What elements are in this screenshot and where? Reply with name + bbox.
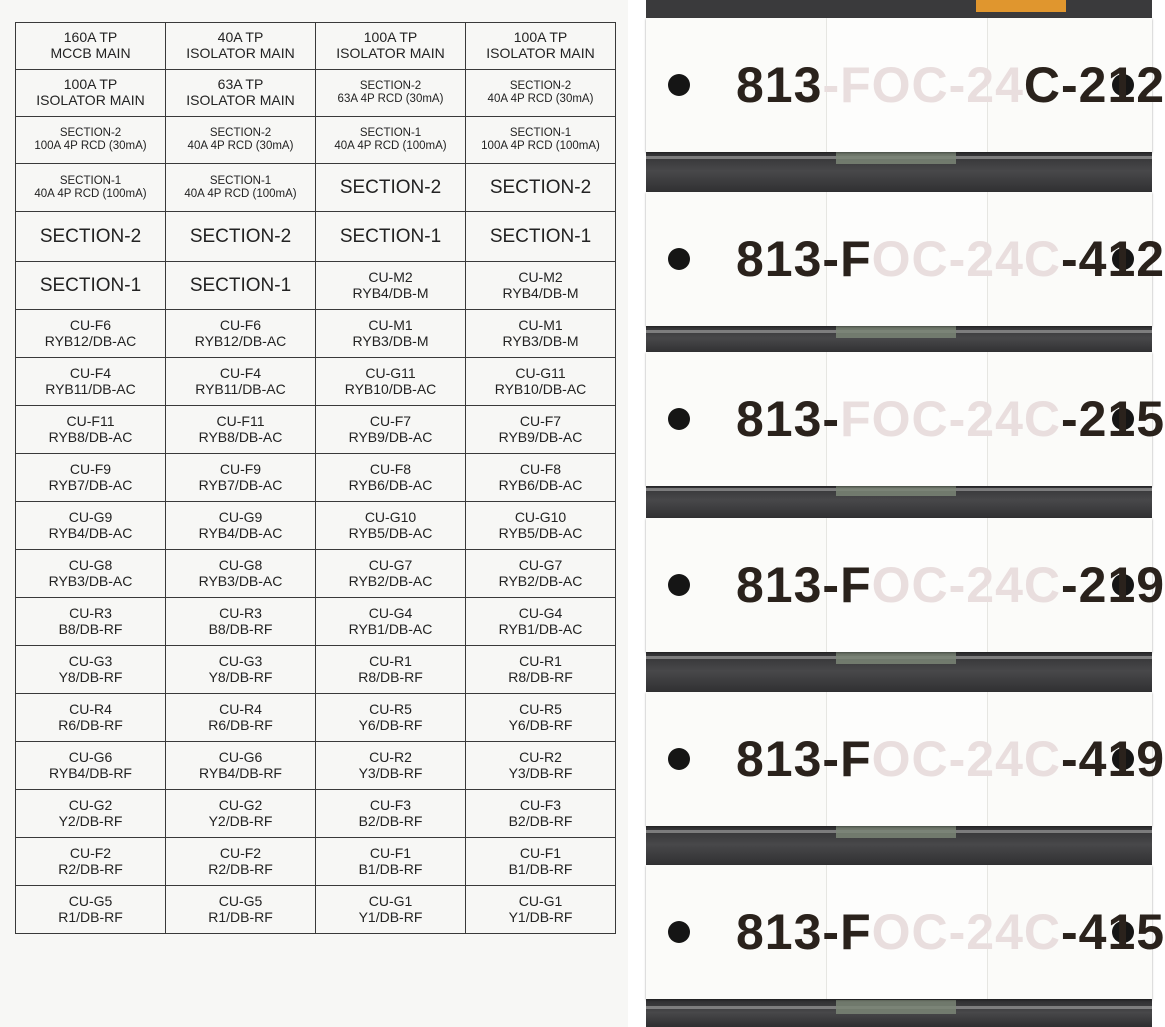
label-text: RYB10/DB-AC: [494, 380, 587, 397]
label-table: [15, 22, 616, 934]
label-text: CU-G3: [218, 652, 263, 669]
label-cell: [466, 23, 616, 70]
mounting-hole-icon: [668, 574, 690, 596]
label-cell: [166, 164, 316, 212]
label-text: CU-R3: [69, 604, 112, 621]
label-cell: [466, 262, 616, 310]
label-text: SECTION-2: [359, 80, 422, 93]
label-cell: [16, 454, 166, 502]
label-text: RYB3/DB-AC: [48, 572, 133, 589]
tag-code-part: FOC-24C: [840, 391, 1061, 447]
label-text: ISOLATOR MAIN: [36, 92, 145, 108]
label-text: RYB3/DB-M: [352, 332, 429, 349]
label-cell: [316, 117, 466, 164]
tape-strap: [836, 150, 956, 164]
label-cell: [466, 212, 616, 262]
label-text: R8/DB-RF: [358, 668, 423, 685]
label-text: R8/DB-RF: [508, 668, 573, 685]
label-text: RYB4/DB-RF: [199, 764, 282, 781]
label-text: CU-F8: [369, 460, 412, 477]
label-text: R6/DB-RF: [208, 716, 273, 733]
label-row: [16, 742, 616, 790]
label-text: CU-F4: [69, 364, 112, 381]
label-text: B2/DB-RF: [358, 812, 423, 829]
label-text: CU-R1: [519, 652, 562, 669]
label-text: RYB12/DB-AC: [194, 332, 287, 349]
label-text: RYB4/DB-AC: [48, 524, 133, 541]
engraved-tag: [646, 18, 1165, 152]
label-text: CU-G5: [218, 892, 263, 909]
label-text: RYB11/DB-AC: [195, 380, 286, 397]
mounting-hole-icon: [668, 748, 690, 770]
label-cell: [466, 406, 616, 454]
label-text: CU-F7: [519, 412, 562, 429]
label-text: R1/DB-RF: [208, 908, 273, 925]
label-cell: [166, 70, 316, 117]
label-text: SECTION-2: [39, 225, 142, 247]
label-text: 63A TP: [217, 76, 264, 93]
tag-code-part: OC-24C: [871, 731, 1061, 787]
label-cell: [466, 694, 616, 742]
label-text: Y3/DB-RF: [508, 764, 573, 781]
label-text: CU-F4: [219, 364, 262, 381]
label-cell: [166, 790, 316, 838]
tag-code-part: -415: [1061, 904, 1165, 960]
label-text: CU-G7: [368, 556, 413, 573]
label-cell: [166, 646, 316, 694]
label-text: CU-G8: [68, 556, 113, 573]
label-cell: [166, 310, 316, 358]
label-row: [16, 262, 616, 310]
label-cell: [316, 790, 466, 838]
label-cell: [16, 117, 166, 164]
label-cell: [316, 358, 466, 406]
label-cell: [466, 164, 616, 212]
label-cell: [316, 212, 466, 262]
label-text: Y8/DB-RF: [208, 668, 273, 685]
label-text: CU-R2: [519, 748, 562, 765]
tag-code-part: 813-F: [736, 904, 872, 960]
tape-strap: [836, 650, 956, 664]
label-row: [16, 310, 616, 358]
label-text: RYB11/DB-AC: [45, 380, 136, 397]
label-text: SECTION-1: [209, 174, 272, 187]
label-text: CU-F11: [66, 412, 115, 429]
label-cell: [166, 742, 316, 790]
label-text: CU-M2: [368, 268, 413, 285]
label-text: CU-F3: [519, 796, 562, 813]
label-text: RYB4/DB-AC: [198, 524, 283, 541]
label-row: [16, 454, 616, 502]
label-text: SECTION-1: [489, 225, 592, 247]
label-text: R2/DB-RF: [58, 860, 123, 877]
label-text: CU-G6: [218, 748, 263, 765]
label-row: [16, 358, 616, 406]
label-text: RYB10/DB-AC: [344, 380, 437, 397]
label-text: CU-R3: [219, 604, 262, 621]
label-row: [16, 502, 616, 550]
label-text: RYB3/DB-M: [502, 332, 579, 349]
label-text: ISOLATOR MAIN: [486, 45, 595, 61]
label-text: CU-G10: [514, 508, 567, 525]
label-text: CU-R2: [369, 748, 412, 765]
mounting-hole-icon: [668, 248, 690, 270]
label-text: CU-G10: [364, 508, 417, 525]
label-cell: [16, 742, 166, 790]
tag-code: [736, 903, 1165, 961]
label-cell: [316, 502, 466, 550]
label-text: CU-F11: [216, 412, 265, 429]
label-text: 40A 4P RCD (100mA): [34, 187, 147, 200]
label-cell: [166, 23, 316, 70]
label-text: CU-G4: [518, 604, 563, 621]
tape-strap: [836, 824, 956, 838]
label-cell: [466, 550, 616, 598]
label-cell: [166, 886, 316, 934]
label-text: CU-F3: [369, 796, 412, 813]
label-cell: [16, 262, 166, 310]
label-cell: [316, 694, 466, 742]
label-text: RYB5/DB-AC: [498, 524, 583, 541]
label-text: 63A 4P RCD (30mA): [337, 93, 444, 105]
label-text: CU-F9: [219, 460, 262, 477]
label-text: RYB4/DB-M: [352, 284, 429, 301]
tag-code-part: -215: [1061, 391, 1165, 447]
label-text: SECTION-1: [339, 225, 442, 247]
tag-code: [736, 390, 1165, 448]
tag-code: [736, 230, 1165, 288]
label-text: 40A 4P RCD (100mA): [184, 187, 297, 200]
label-text: B8/DB-RF: [58, 620, 123, 637]
label-cell: [316, 406, 466, 454]
label-cell: [166, 406, 316, 454]
mounting-hole-icon: [668, 921, 690, 943]
label-text: ISOLATOR MAIN: [186, 92, 295, 108]
label-row: [16, 694, 616, 742]
label-text: RYB1/DB-AC: [348, 620, 433, 637]
label-text: CU-M1: [368, 316, 413, 333]
label-cell: [16, 790, 166, 838]
label-text: R2/DB-RF: [208, 860, 273, 877]
tag-code-part: 813-: [736, 391, 841, 447]
label-text: RYB7/DB-AC: [198, 476, 283, 493]
label-cell: [316, 262, 466, 310]
label-cell: [16, 23, 166, 70]
label-text: ISOLATOR MAIN: [186, 45, 295, 61]
label-cell: [166, 598, 316, 646]
label-text: R6/DB-RF: [58, 716, 123, 733]
label-text: CU-G7: [518, 556, 563, 573]
label-cell: [16, 358, 166, 406]
label-text: SECTION-2: [189, 225, 292, 247]
label-text: B2/DB-RF: [508, 812, 573, 829]
label-text: CU-G9: [218, 508, 263, 525]
label-text: SECTION-2: [339, 176, 442, 198]
label-text: RYB2/DB-AC: [348, 572, 433, 589]
label-row: [16, 646, 616, 694]
label-cell: [316, 838, 466, 886]
label-row: [16, 406, 616, 454]
label-cell: [466, 358, 616, 406]
label-text: RYB4/DB-M: [502, 284, 579, 301]
label-text: RYB4/DB-RF: [49, 764, 132, 781]
label-row: [16, 790, 616, 838]
label-text: Y2/DB-RF: [208, 812, 273, 829]
label-text: SECTION-1: [509, 127, 572, 140]
label-text: SECTION-1: [189, 274, 292, 296]
label-text: RYB12/DB-AC: [44, 332, 137, 349]
label-text: RYB5/DB-AC: [348, 524, 433, 541]
label-cell: [16, 886, 166, 934]
label-text: 100A 4P RCD (30mA): [34, 140, 147, 152]
label-text: 40A 4P RCD (30mA): [187, 140, 294, 152]
tag-code-part: OC-24C: [871, 904, 1061, 960]
label-text: 40A 4P RCD (30mA): [487, 93, 594, 105]
label-text: B1/DB-RF: [358, 860, 423, 877]
label-text: R1/DB-RF: [58, 908, 123, 925]
tag-code-part: 813-F: [736, 231, 872, 287]
label-text: 100A 4P RCD (100mA): [481, 140, 600, 152]
label-text: CU-F1: [519, 844, 562, 861]
label-text: Y2/DB-RF: [58, 812, 123, 829]
label-text: CU-F2: [219, 844, 262, 861]
label-text: CU-G5: [68, 892, 113, 909]
label-text: CU-F7: [369, 412, 412, 429]
tag-code-part: C-212: [1023, 57, 1165, 113]
tape-strap: [836, 324, 956, 338]
label-row: [16, 164, 616, 212]
label-cell: [166, 502, 316, 550]
label-cell: [16, 598, 166, 646]
label-text: Y8/DB-RF: [58, 668, 123, 685]
label-cell: [166, 262, 316, 310]
label-row: [16, 886, 616, 934]
tag-code: [736, 730, 1165, 788]
label-cell: [166, 550, 316, 598]
label-text: Y6/DB-RF: [358, 716, 423, 733]
engraved-tag: [646, 352, 1165, 486]
label-cell: [316, 454, 466, 502]
label-text: CU-F8: [519, 460, 562, 477]
label-cell: [466, 454, 616, 502]
label-cell: [16, 310, 166, 358]
label-row: [16, 23, 616, 70]
tag-code: [736, 56, 1165, 114]
label-cell: [466, 117, 616, 164]
tag-code-part: -419: [1061, 731, 1165, 787]
label-text: RYB1/DB-AC: [498, 620, 583, 637]
label-text: 100A TP: [513, 29, 568, 46]
label-cell: [316, 646, 466, 694]
label-text: CU-M2: [518, 268, 563, 285]
label-text: B1/DB-RF: [508, 860, 573, 877]
engraved-tag: [646, 192, 1165, 326]
label-text: RYB6/DB-AC: [498, 476, 583, 493]
label-row: [16, 598, 616, 646]
label-cell: [316, 550, 466, 598]
label-text: SECTION-2: [59, 127, 122, 140]
label-text: RYB2/DB-AC: [498, 572, 583, 589]
engraved-tag: [646, 518, 1165, 652]
label-text: MCCB MAIN: [50, 45, 131, 61]
label-cell: [166, 838, 316, 886]
label-cell: [16, 406, 166, 454]
label-cell: [316, 70, 466, 117]
tag-code-part: 813-F: [736, 557, 872, 613]
tag-code-part: OC-24C: [871, 231, 1061, 287]
label-text: CU-R4: [219, 700, 262, 717]
orange-strip: [976, 0, 1066, 12]
label-text: CU-G11: [365, 364, 416, 381]
label-cell: [316, 164, 466, 212]
label-text: Y6/DB-RF: [508, 716, 573, 733]
label-cell: [466, 742, 616, 790]
label-text: RYB8/DB-AC: [198, 428, 283, 445]
label-text: CU-G1: [368, 892, 413, 909]
label-text: RYB3/DB-AC: [198, 572, 283, 589]
tape-strap: [836, 1000, 956, 1014]
label-text: Y1/DB-RF: [358, 908, 423, 925]
label-text: B8/DB-RF: [208, 620, 273, 637]
label-cell: [316, 598, 466, 646]
label-text: 40A 4P RCD (100mA): [334, 140, 447, 152]
label-text: RYB9/DB-AC: [498, 428, 583, 445]
label-text: CU-F2: [69, 844, 112, 861]
label-cell: [166, 212, 316, 262]
tag-code-part: -219: [1061, 557, 1165, 613]
label-row: [16, 117, 616, 164]
label-cell: [466, 502, 616, 550]
label-text: CU-G1: [518, 892, 563, 909]
label-row: [16, 70, 616, 117]
label-text: CU-F6: [69, 316, 112, 333]
engraved-tag: [646, 865, 1165, 999]
label-text: 100A TP: [63, 76, 118, 93]
tag-code: [736, 556, 1165, 614]
label-cell: [316, 742, 466, 790]
label-text: 160A TP: [63, 29, 118, 46]
label-text: CU-G6: [68, 748, 113, 765]
label-text: RYB8/DB-AC: [48, 428, 133, 445]
label-row: [16, 838, 616, 886]
label-cell: [466, 70, 616, 117]
label-cell: [16, 70, 166, 117]
label-cell: [16, 212, 166, 262]
label-text: SECTION-2: [509, 80, 572, 93]
label-text: 100A TP: [363, 29, 418, 46]
label-cell: [16, 838, 166, 886]
label-text: Y1/DB-RF: [508, 908, 573, 925]
label-text: SECTION-2: [489, 176, 592, 198]
label-text: ISOLATOR MAIN: [336, 45, 445, 61]
label-text: 40A TP: [217, 29, 264, 46]
label-text: SECTION-1: [39, 274, 142, 296]
label-text: RYB6/DB-AC: [348, 476, 433, 493]
label-text: SECTION-1: [59, 174, 122, 187]
engraved-tag: [646, 692, 1165, 826]
label-cell: [166, 358, 316, 406]
label-text: CU-M1: [518, 316, 563, 333]
label-text: CU-R5: [369, 700, 412, 717]
label-cell: [16, 694, 166, 742]
label-text: CU-R1: [369, 652, 412, 669]
label-cell: [166, 694, 316, 742]
label-text: SECTION-1: [359, 127, 422, 140]
label-cell: [316, 310, 466, 358]
label-cell: [466, 598, 616, 646]
label-text: CU-F1: [369, 844, 412, 861]
label-text: SECTION-2: [209, 127, 272, 140]
label-cell: [466, 310, 616, 358]
label-text: CU-G11: [515, 364, 566, 381]
label-text: CU-R5: [519, 700, 562, 717]
label-cell: [166, 117, 316, 164]
tag-code-part: -FOC-24: [822, 57, 1024, 113]
label-cell: [316, 886, 466, 934]
label-cell: [466, 886, 616, 934]
label-cell: [16, 164, 166, 212]
label-cell: [16, 550, 166, 598]
label-cell: [316, 23, 466, 70]
label-cell: [16, 502, 166, 550]
tag-code-part: 813-F: [736, 731, 872, 787]
label-text: CU-F6: [219, 316, 262, 333]
label-cell: [166, 454, 316, 502]
tag-code-part: -412: [1061, 231, 1165, 287]
label-cell: [466, 838, 616, 886]
label-text: CU-G9: [68, 508, 113, 525]
label-cell: [466, 790, 616, 838]
label-row: [16, 212, 616, 262]
tag-code-part: OC-24C: [871, 557, 1061, 613]
label-row: [16, 550, 616, 598]
mounting-hole-icon: [668, 74, 690, 96]
label-text: Y3/DB-RF: [358, 764, 423, 781]
label-text: CU-G2: [68, 796, 113, 813]
label-cell: [466, 646, 616, 694]
label-text: RYB9/DB-AC: [348, 428, 433, 445]
label-text: CU-G2: [218, 796, 263, 813]
label-text: CU-R4: [69, 700, 112, 717]
tag-code-part: 813: [736, 57, 823, 113]
label-cell: [16, 646, 166, 694]
label-text: CU-G8: [218, 556, 263, 573]
mounting-hole-icon: [668, 408, 690, 430]
label-text: CU-G4: [368, 604, 413, 621]
label-text: RYB7/DB-AC: [48, 476, 133, 493]
tag-photo: [646, 0, 1165, 1027]
label-text: CU-F9: [69, 460, 112, 477]
label-text: CU-G3: [68, 652, 113, 669]
